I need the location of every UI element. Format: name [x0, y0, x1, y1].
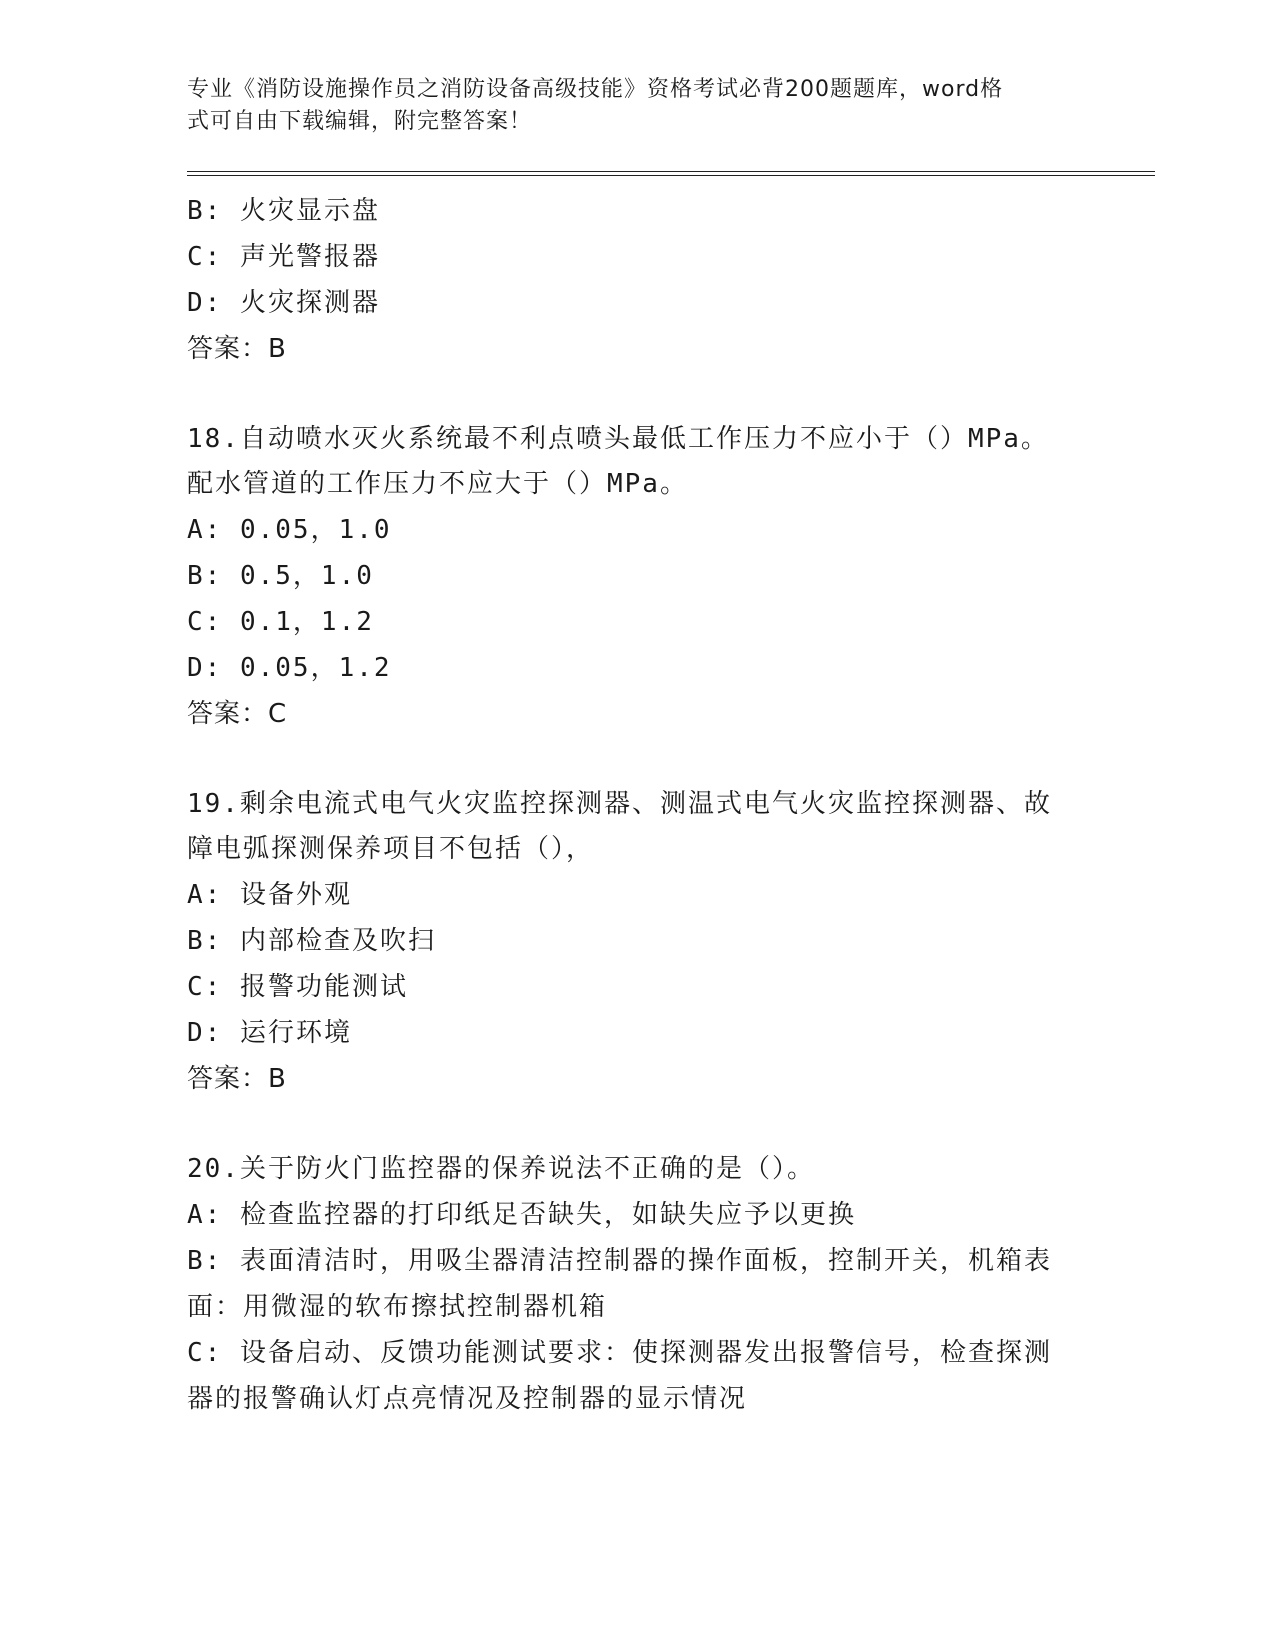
question-18: [187, 417, 1087, 737]
option-c: C: 声光警报器: [187, 242, 380, 272]
option-c-continued: 器的报警确认灯点亮情况及控制器的显示情况: [187, 1384, 748, 1414]
question-list: [187, 188, 1087, 1422]
header-line-2: 式可自由下载编辑，附完整答案！: [187, 109, 533, 134]
option-c: C: 0.1，1.2: [187, 607, 374, 637]
header-rule-top: [187, 171, 1155, 172]
question-17: [187, 188, 1087, 372]
question-19: [187, 782, 1087, 1102]
option-d: D: 0.05，1.2: [187, 653, 392, 683]
option-a: A: 检查监控器的打印纸足否缺失，如缺失应予以更换: [187, 1200, 856, 1230]
answer: 答案：C: [187, 699, 288, 729]
header-line-1: 专业《消防设施操作员之消防设备高级技能》资格考试必背200题题库，word格: [187, 77, 1004, 102]
option-b: B: 火灾显示盘: [187, 196, 380, 226]
option-c: C: 设备启动、反馈功能测试要求：使探测器发出报警信号，检查探测: [187, 1338, 1052, 1368]
option-b: B: 内部检查及吹扫: [187, 926, 436, 956]
option-b-continued: 面：用微湿的软布擦拭控制器机箱: [187, 1292, 608, 1322]
question-stem-line: 配水管道的工作压力不应大于（）MPa。: [187, 469, 688, 499]
option-b: B: 表面清洁时，用吸尘器清洁控制器的操作面板，控制开关，机箱表: [187, 1246, 1052, 1276]
option-d: D: 火灾探测器: [187, 288, 380, 318]
option-b: B: 0.5，1.0: [187, 561, 374, 591]
option-a: A: 设备外观: [187, 880, 352, 910]
answer: 答案：B: [187, 1064, 287, 1094]
answer: 答案：B: [187, 334, 287, 364]
option-a: A: 0.05，1.0: [187, 515, 392, 545]
question-stem-line: 20.关于防火门监控器的保养说法不正确的是（）。: [187, 1154, 815, 1184]
question-stem-line: 障电弧探测保养项目不包括（），: [187, 834, 595, 864]
question-20: [187, 1147, 1087, 1422]
question-stem-line: 18.自动喷水灭火系统最不利点喷头最低工作压力不应小于（）MPa。: [187, 424, 1049, 454]
document-header: [187, 74, 1067, 138]
option-c: C: 报警功能测试: [187, 972, 408, 1002]
option-d: D: 运行环境: [187, 1018, 352, 1048]
question-stem-line: 19.剩余电流式电气火灾监控探测器、测温式电气火灾监控探测器、故: [187, 789, 1052, 819]
header-rule-bottom: [187, 175, 1155, 176]
